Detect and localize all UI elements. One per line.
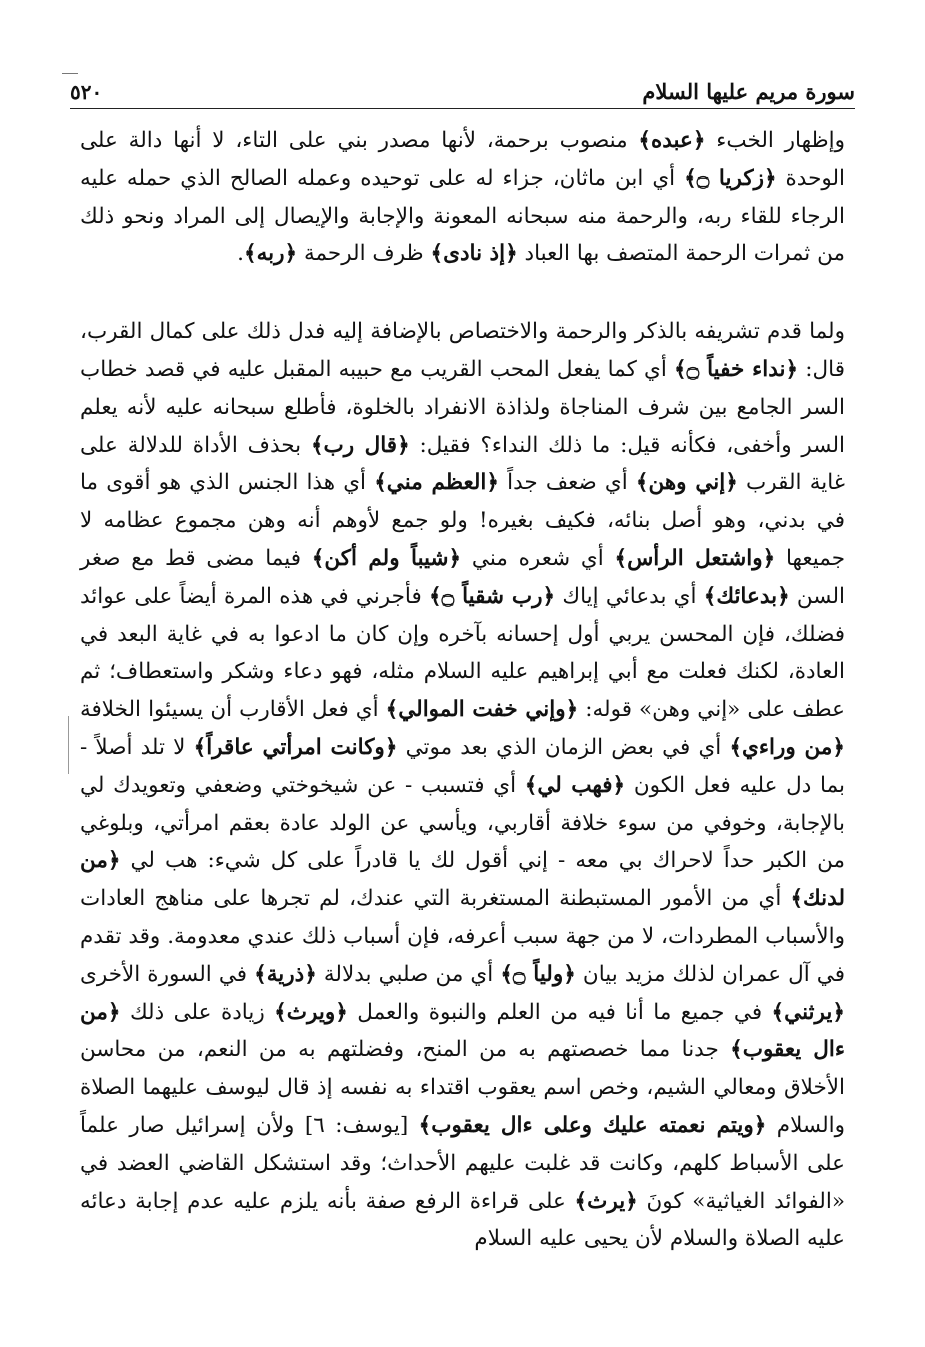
text-run: أي ابن ماثان، جزاء له على توحيده وعمله الصالح الذي حمله عليه الرجاء للقاء ربه، والرحمة منه سبحانه المعونة والإجابة والإيصال إلى المراد ونحو ذلك من ثمرات الرحمة المتصف بها العباد bbox=[80, 165, 845, 267]
text-run: في السورة الأخرى bbox=[80, 961, 255, 987]
quran-quote: ﴿من لدنك﴾ bbox=[80, 848, 845, 912]
text-run: ظرف الرحمة bbox=[297, 241, 431, 267]
quran-quote: ﴿وكانت امرأتي عاقراً﴾ bbox=[193, 734, 398, 760]
text-run: في جميع ما أنا فيه من العلم والنبوة والعمل bbox=[347, 999, 772, 1025]
quran-quote: ﴿العظم مني﴾ bbox=[374, 470, 499, 496]
text-run: فيما مضى قط مع صغر السن bbox=[80, 545, 846, 609]
quran-quote: ﴿إني وهن﴾ bbox=[635, 470, 738, 496]
text-run: أي فعل الأقارب أن يسيئوا الخلافة bbox=[80, 697, 386, 723]
quran-quote: ﴿بدعائك﴾ bbox=[703, 583, 790, 609]
paragraph-gap bbox=[80, 273, 845, 313]
page-body bbox=[80, 122, 845, 1258]
text-run: فأجرني في هذه المرة أيضاً على عوائد فضلك، فإن المحسن يربي أول إحسانه بآخره وإن كان ما ادعوا به في غاية البعد في العادة، لكنك فعلت مع أبي إبراهيم عليه السلام مثله، فهو دعاء وشكر واستعطاف؛ ثم عطف على «إني وهن» قوله: bbox=[80, 583, 845, 723]
text-run: بحذف الأداة للدلالة على غاية القرب bbox=[80, 432, 845, 496]
text-run: أي هذا الجنس الذي هو أقوى ما في بدني، وهو أصل بنائه، فكيف بغيره! ولو جمع لأوهم أنه وهن مجموع عظامه لا جميعها bbox=[80, 470, 846, 571]
quran-quote: ﴿يرثني﴾ bbox=[771, 999, 845, 1025]
quran-quote: ﴿زكريا ۝﴾ bbox=[684, 165, 777, 191]
text-run: أي من صلبي بدلالة bbox=[316, 961, 501, 987]
running-header bbox=[70, 74, 855, 109]
quran-quote: ﴿ربه﴾ bbox=[244, 241, 298, 267]
text-run: أي من الأمور المستبطنة المستغربة التي عندك، لم تجرها على مناهج العادات والأسباب المطردات، لا من جهة سبب أعرفه، فإن أسباب ذلك عندي معدومة. وقد تقدم في آل عمران لذلك مزيد بيان bbox=[80, 886, 845, 987]
text-run: زيادة على ذلك bbox=[120, 999, 275, 1025]
text-run: أي ضعف جداً bbox=[498, 470, 636, 496]
text-run: . bbox=[237, 241, 245, 267]
text-run: على قراءة الرفع صفة بأنه يلزم عليه عدم إجابة دعائه عليه الصلاة والسلام لأن يحيى عليه السلام bbox=[80, 1188, 845, 1252]
page-number: ٥٢٠ bbox=[70, 80, 103, 104]
text-run: أي كما يفعل المحب القريب مع حبيبه المقبل عليه في قصد خطاب السر الجامع بين شرف المناجاة ولذاذة الانفراد بالخلوة، فأطلع سبحانه عليه لأنه يعلم السر وأخفى، فكأنه قيل: ما ذلك النداء؟ فقيل: bbox=[80, 356, 845, 458]
text-run: أي بدعائي إياك bbox=[555, 583, 704, 609]
quran-quote: ﴿ذرية﴾ bbox=[254, 961, 317, 987]
quran-quote: ﴿رب شقياً ۝﴾ bbox=[428, 583, 556, 609]
text-run: جدنا مما خصصتهم به من المنح، وفضلتهم به من النعم، من محاسن الأخلاق ومعالي الشيم، وخص اسم يعقوب اقتداء به نفسه إذ قال ليوسف عليهما الصلاة والسلام bbox=[80, 1037, 846, 1138]
quran-quote: ﴿وإني خفت الموالي﴾ bbox=[385, 697, 579, 723]
quran-quote: ﴿عبده﴾ bbox=[638, 128, 706, 153]
text-run: ولما قدم تشريفه بالذكر والرحمة والاختصاص بالإضافة إليه فدل ذلك على كمال القرب، قال: bbox=[80, 319, 845, 382]
text-run: أي شعره مني bbox=[461, 545, 615, 571]
quran-quote: ﴿نداء خفياً ۝﴾ bbox=[674, 356, 799, 382]
surah-title: سورة مريم عليها السلام bbox=[642, 79, 855, 104]
quran-quote: ﴿واشتعل الرأس﴾ bbox=[614, 545, 776, 571]
margin-mark bbox=[68, 716, 69, 774]
paragraph-2 bbox=[80, 313, 845, 1258]
text-run: منصوب برحمة، لأنها مصدر بني على التاء، لا أنها دالة على الوحدة bbox=[80, 128, 845, 191]
quran-quote: ﴿يرث﴾ bbox=[574, 1188, 638, 1214]
quran-quote: ﴿ويتم نعمته عليك وعلى ءال يعقوب﴾ bbox=[418, 1112, 767, 1138]
quran-quote: ﴿من ءال يعقوب﴾ bbox=[80, 999, 845, 1063]
quran-quote: ﴿إذ نادى﴾ bbox=[430, 241, 518, 267]
text-run: أي فتسبب - عن شيخوختي وضعفي وتعويدك لي بالإجابة، وخوفي من سوء خلافة أقاربي، ويأسي عن الولد عادة بعقم امرأتي، وبلوغي من الكبر حداً لاحراك بي معه - إني أقول لك يا قادراً على كل شيء: هب لي bbox=[80, 772, 845, 874]
text-run: لا تلد أصلاً - بما دل عليه فعل الكون bbox=[80, 734, 845, 798]
quran-quote: ﴿ويرث﴾ bbox=[274, 999, 348, 1025]
text-run: أي في بعض الزمان الذي بعد موتي bbox=[397, 734, 730, 760]
quran-quote: ﴿شيباً ولم أكن﴾ bbox=[311, 545, 462, 571]
text-run: وإظهار الخبء bbox=[705, 128, 845, 153]
quran-quote: ﴿من وراءي﴾ bbox=[729, 734, 846, 760]
paragraph-1 bbox=[80, 122, 845, 273]
text-run: [يوسف: ٦] ولأن إسرائيل صار علماً على الأسباط كلهم، وكانت قد غلبت عليهم الأحداث؛ وقد استشكل القاضي العضد في «الفوائد الغياثية» كونَ bbox=[80, 1112, 845, 1214]
quran-quote: ﴿فهب لي﴾ bbox=[524, 772, 626, 798]
quran-quote: ﴿قال رب﴾ bbox=[310, 432, 410, 458]
quran-quote: ﴿ولياً ۝﴾ bbox=[500, 961, 576, 987]
